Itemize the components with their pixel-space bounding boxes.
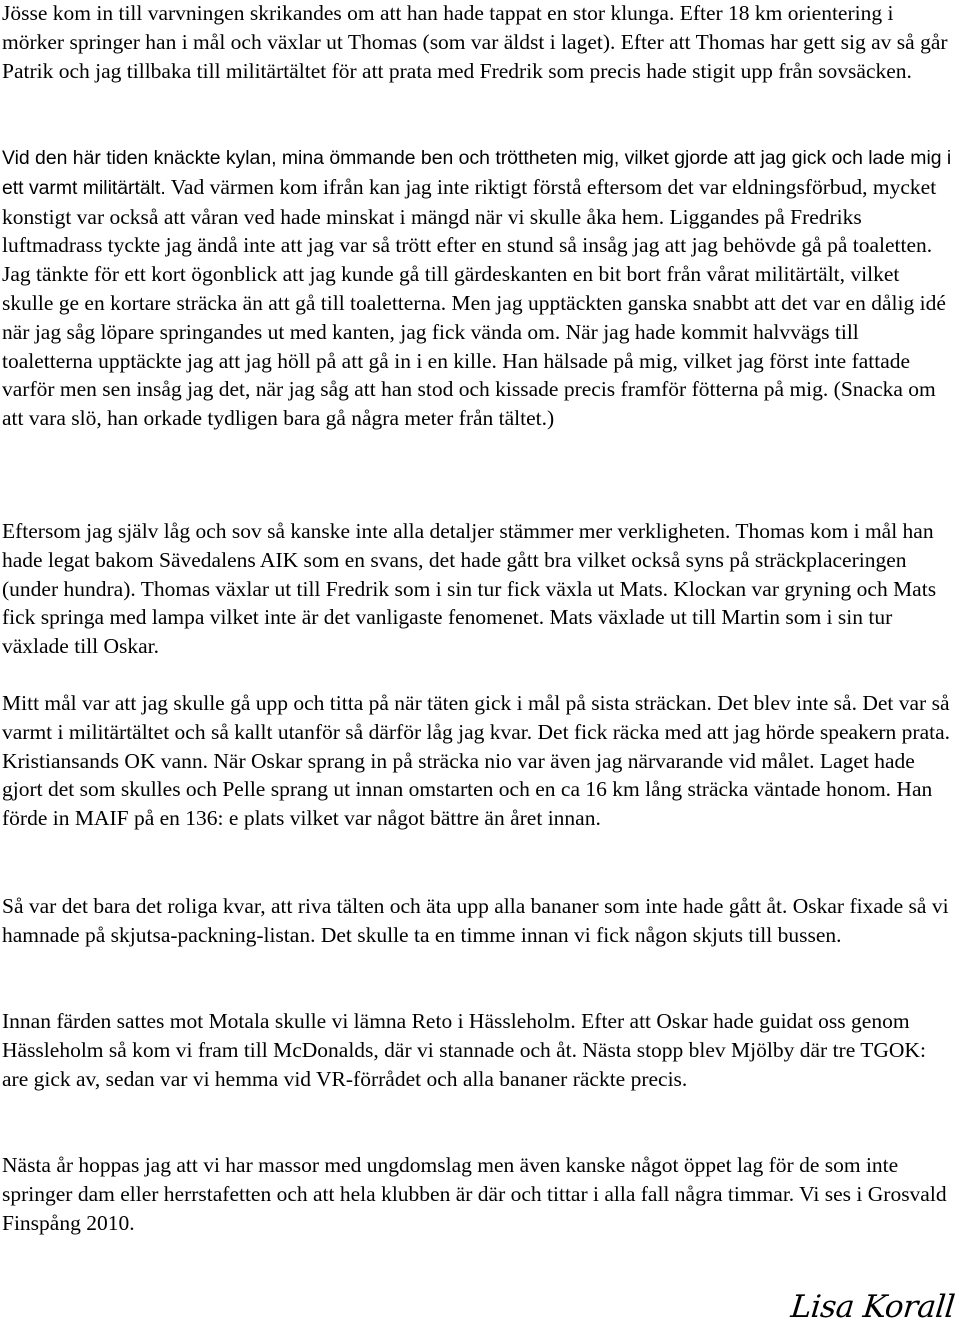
paragraph-4: Mitt mål var att jag skulle gå upp och titta på när täten gick i mål på sista sträckan. Det blev inte så. Det var så varmt i militärtältet och så kallt utanför så därför låg jag kvar. Det fick räcka med att jag hörde speakern prata. Kristiansands OK vann. När Oskar sprang in på sträcka nio var även jag närvarande vid målet. Laget hade gjort det som skulles och Pelle sprang ut innan omstarten och en ca 16 km lång sträcka väntade honom. Han förde in MAIF på en 136: e plats vilket var något bättre än året innan. xyxy=(2,691,951,831)
paragraph-3: Eftersom jag själv låg och sov så kanske inte alla detaljer stämmer mer verkligheten. Thomas kom i mål han hade legat bakom Sävedalens AIK som en svans, det hade gått bra vilket också syns på sträckplaceringen (under hundra). Thomas växlar ut till Fredrik som i sin tur fick växla ut Mats. Klockan var gryning och Mats fick springa med lampa vilket inte är det vanligaste fenomenet. Mats växlade ut till Martin som i sin tur växlade till Oskar. xyxy=(2,519,937,659)
paragraph-6: Innan färden sattes mot Motala skulle vi lämna Reto i Hässleholm. Efter att Oskar hade guidat oss genom Hässleholm så kom vi fram till McDonalds, där vi stannade och åt. Nästa stopp blev Mjölby där tre TGOK: are gick av, sedan var vi hemma vid VR-förrådet och alla bananer räckte precis. xyxy=(2,1009,926,1091)
paragraph-1: Jösse kom in till varvningen skrikandes om att han hade tappat en stor klunga. Efter 18 km orientering i mörker springer han i mål och växlar ut Thomas (som var äldst i laget). Efter att Thomas har gett sig av så går Patrik och jag tillbaka till militärtältet för att prata med Fredrik som precis hade stigit upp från sovsäcken. xyxy=(2,1,948,83)
paragraph-5: Så var det bara det roliga kvar, att riva tälten och äta upp alla bananer som inte hade gått åt. Oskar fixade så vi hamnade på skjutsa-packning-listan. Det skulle ta en timme innan vi fick någon skjuts till bussen. xyxy=(2,894,949,947)
paragraph-2-sans-part: Vid den här tiden knäckte kylan, mina ömmande ben och tröttheten mig, vilket gjorde att jag gick och lade mig i ett varmt militärtält. xyxy=(2,147,952,199)
signature: Lisa Korall xyxy=(788,1289,956,1325)
paragraph-7: Nästa år hoppas jag att vi har massor med ungdomslag men även kanske något öppet lag för de som inte springer dam eller herrstafetten och att hela klubben är där och tittar i alla fall några timmar. Vi ses i Grosvald Finspång 2010. xyxy=(2,1153,947,1235)
paragraph-2 xyxy=(2,143,952,433)
paragraph-2-serif-part: Vad värmen kom ifrån kan jag inte riktigt förstå eftersom det var eldningsförbud, mycket konstigt var också att våran ved hade minskat i mängd när vi skulle åka hem. Liggandes på Fredriks luftmadrass tyckte jag ändå inte att jag var så trött efter en stund så insåg jag att jag behövde gå på toaletten. Jag tänkte för ett kort ögonblick att jag kunde gå till gärdeskanten en bit bort från vårat militärtält, vilket skulle ge en kortare sträcka än att gå till toaletterna. Men jag upptäckten ganska snabbt att det var en dålig idé när jag såg löpare springandes ut med kanten, jag fick vända om. När jag hade kommit halvvägs till toaletterna upptäckte jag att jag höll på att gå in i en kille. Han hälsade på mig, vilket jag först inte fattade varför men sen insåg jag det, när jag såg att han stod och kissade precis framför fötterna på mig. (Snacka om att vara slö, han orkade tydligen bara gå några meter från tältet.) xyxy=(2,174,946,431)
